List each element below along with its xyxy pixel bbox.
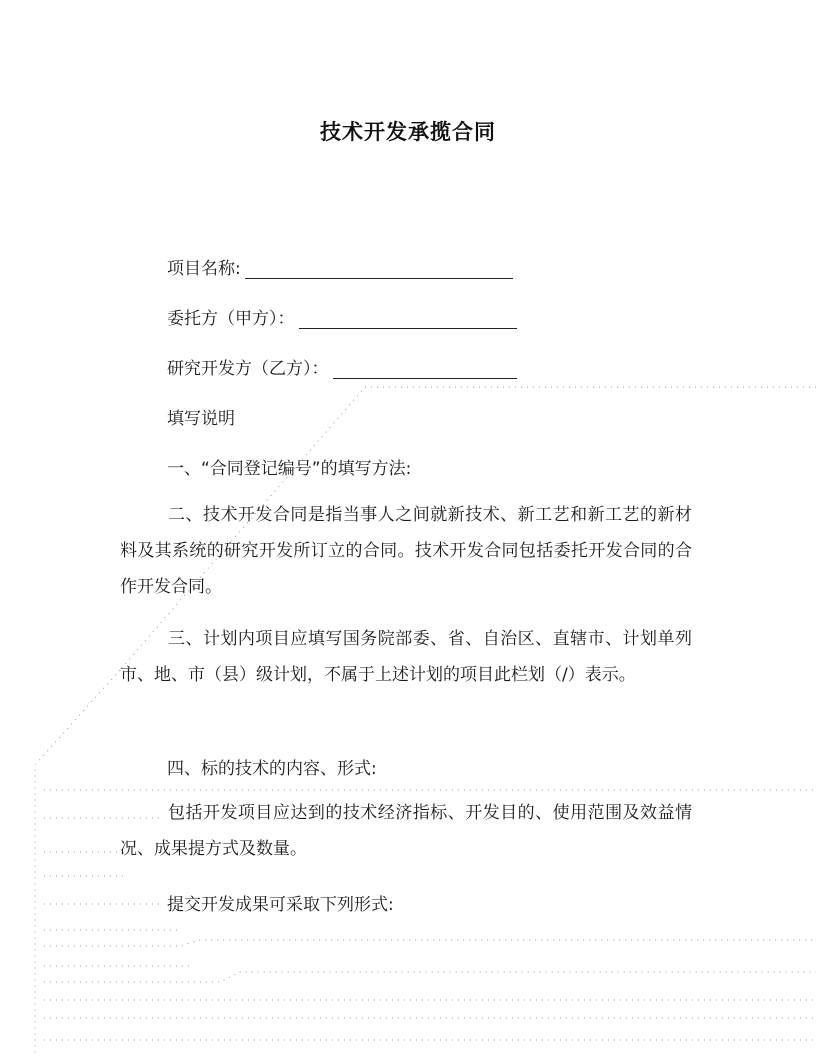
developer-party-label: 研究开发方（乙方）： bbox=[167, 359, 329, 379]
client-party-label: 委托方（甲方）： bbox=[167, 309, 295, 329]
project-name-field bbox=[167, 254, 513, 279]
developer-party-blank[interactable] bbox=[333, 360, 517, 379]
instruction-item-1: 一、“合同登记编号”的填写方法: bbox=[167, 459, 412, 479]
document-title: 技术开发承揽合同 bbox=[320, 120, 496, 144]
instruction-item-3: 三、计划内项目应填写国务院部委、省、自治区、直辖市、计划单列市、地、市（县）级计划，不属于上述计划的项目此栏划（/）表示。 bbox=[120, 629, 692, 685]
project-name-blank[interactable] bbox=[245, 260, 513, 279]
instruction-item-4: 四、标的技术的内容、形式: bbox=[167, 759, 377, 779]
instructions-heading: 填写说明 bbox=[167, 409, 235, 429]
client-party-field bbox=[167, 304, 517, 329]
developer-party-field bbox=[167, 354, 517, 379]
instruction-item-4-detail: 包括开发项目应达到的技术经济指标、开发目的、使用范围及效益情况、成果提方式及数量。 bbox=[120, 803, 692, 859]
instruction-item-5: 提交开发成果可采取下列形式: bbox=[167, 895, 394, 915]
client-party-blank[interactable] bbox=[299, 310, 517, 329]
project-name-label: 项目名称: bbox=[167, 259, 241, 279]
instruction-item-2: 二、技术开发合同是指当事人之间就新技术、新工艺和新工艺的新材料及其系统的研究开发所订立的合同。技术开发合同包括委托开发合同的合作开发合同。 bbox=[120, 505, 692, 597]
